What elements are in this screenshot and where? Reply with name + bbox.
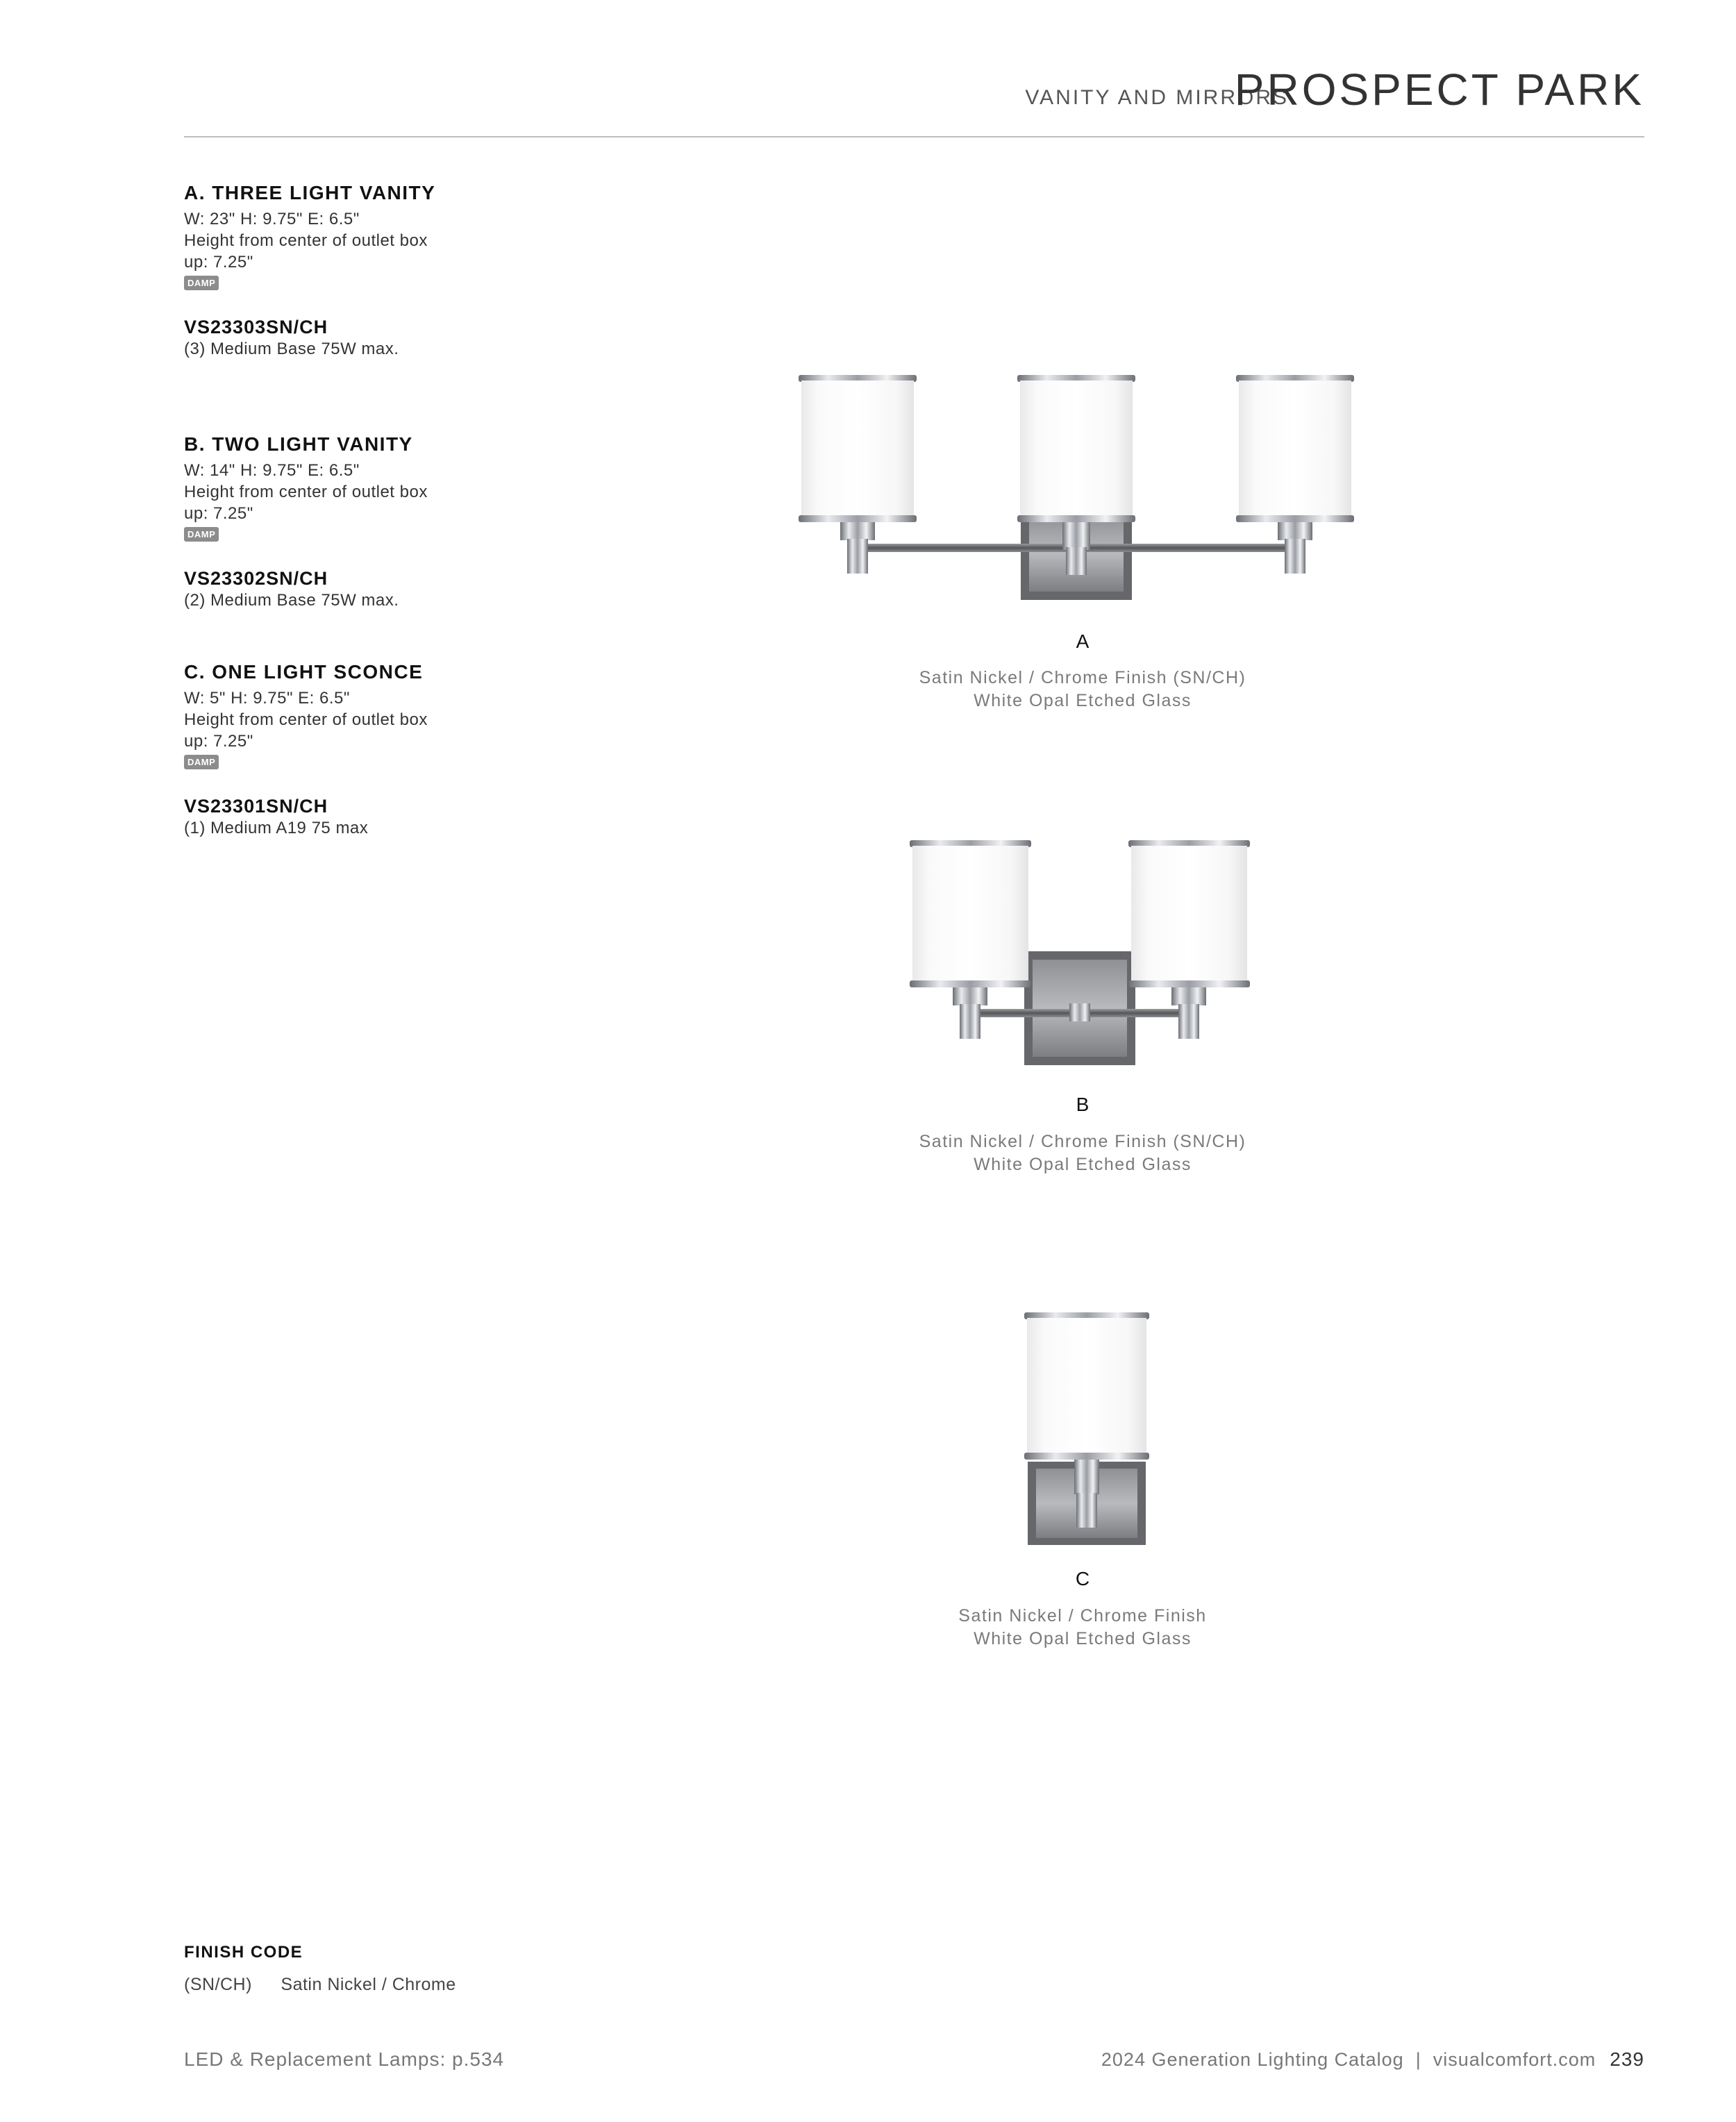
- spec-title: A. THREE LIGHT VANITY: [184, 182, 436, 203]
- model-number: VS23302SN/CH: [184, 568, 328, 589]
- spec-block-c: [184, 661, 573, 838]
- product-image-one-light-sconce: [1014, 1305, 1153, 1548]
- model-number: VS23301SN/CH: [184, 796, 328, 817]
- damp-badge: DAMP: [184, 276, 219, 290]
- center-knob: [1069, 1003, 1090, 1021]
- footer-catalog-text: 2024 Generation Lighting Catalog | visualcomfort.com: [1101, 2049, 1596, 2070]
- model-description: (2) Medium Base 75W max.: [184, 591, 399, 610]
- spec-outlet-height: Height from center of outlet box: [184, 231, 428, 250]
- spec-outlet-height: Height from center of outlet box: [184, 483, 428, 501]
- footer-lamps-reference: LED & Replacement Lamps: p.534: [184, 2048, 505, 2070]
- finish-code-row: [184, 1975, 456, 1995]
- spec-outlet-height: Height from center of outlet box: [184, 710, 428, 729]
- product-image-two-light-vanity: [903, 833, 1264, 1069]
- finish-code: (SN/CH): [184, 1975, 252, 1994]
- product-caption: [840, 667, 1326, 712]
- spec-outlet-height-value: up: 7.25": [184, 253, 253, 271]
- spec-dimensions: W: 23" H: 9.75" E: 6.5": [184, 210, 360, 228]
- section-title: VANITY AND MIRRORS: [1025, 86, 1289, 109]
- model-description: (3) Medium Base 75W max.: [184, 340, 399, 358]
- glass-caption: White Opal Etched Glass: [974, 1629, 1192, 1648]
- product-caption: [840, 1130, 1326, 1176]
- spec-dimensions: W: 14" H: 9.75" E: 6.5": [184, 461, 360, 480]
- header-divider: [184, 136, 1644, 137]
- product-image-three-light-vanity: [785, 368, 1368, 604]
- spec-title: B. TWO LIGHT VANITY: [184, 433, 413, 455]
- finish-caption: Satin Nickel / Chrome Finish (SN/CH): [919, 668, 1246, 687]
- product-letter: C: [1075, 1568, 1090, 1589]
- finish-code-title: FINISH CODE: [184, 1943, 303, 1962]
- footer-catalog: [1101, 2048, 1644, 2071]
- spec-dimensions: W: 5" H: 9.75" E: 6.5": [184, 689, 350, 708]
- spec-outlet-height-value: up: 7.25": [184, 732, 253, 751]
- product-letter: B: [1076, 1094, 1090, 1115]
- damp-badge: DAMP: [184, 527, 219, 542]
- glass-caption: White Opal Etched Glass: [974, 691, 1192, 710]
- product-caption: [840, 1605, 1326, 1651]
- finish-name: Satin Nickel / Chrome: [281, 1975, 456, 1994]
- finish-caption: Satin Nickel / Chrome Finish (SN/CH): [919, 1132, 1246, 1151]
- spec-block-a: [184, 182, 573, 359]
- page-title: PROSPECT PARK: [1234, 65, 1644, 115]
- spec-outlet-height-value: up: 7.25": [184, 504, 253, 523]
- model-number: VS23303SN/CH: [184, 317, 328, 337]
- damp-badge: DAMP: [184, 755, 219, 769]
- spec-title: C. ONE LIGHT SCONCE: [184, 661, 424, 683]
- page-number: 239: [1610, 2048, 1644, 2070]
- glass-caption: White Opal Etched Glass: [974, 1155, 1192, 1174]
- model-description: (1) Medium A19 75 max: [184, 819, 369, 837]
- spec-block-b: [184, 433, 573, 610]
- product-letter: A: [1076, 630, 1090, 652]
- finish-caption: Satin Nickel / Chrome Finish: [958, 1606, 1207, 1626]
